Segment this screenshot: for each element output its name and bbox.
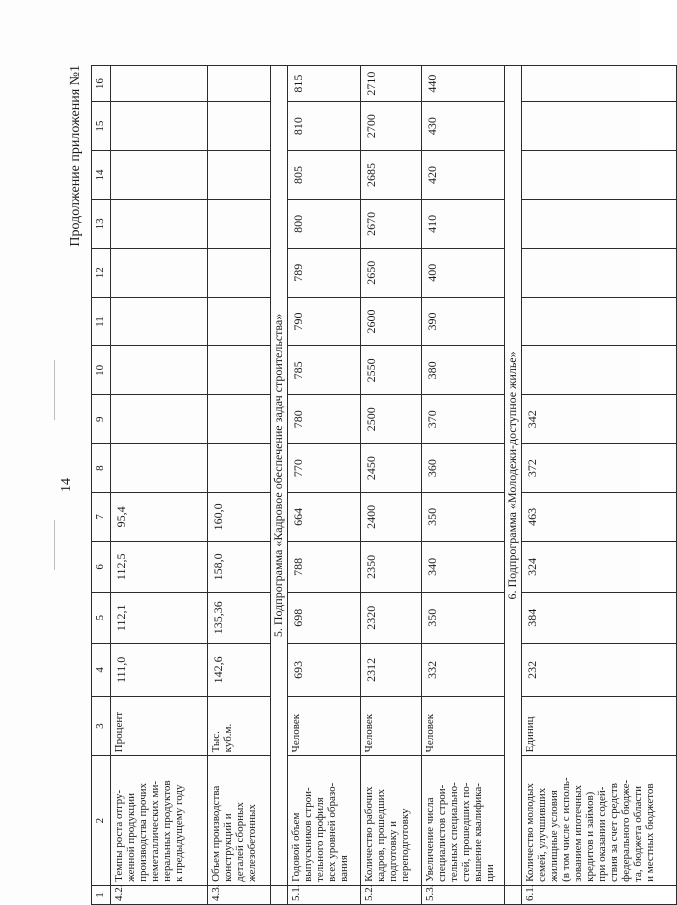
value-cell xyxy=(111,66,208,102)
column-header: 2 xyxy=(92,756,111,886)
column-header: 16 xyxy=(92,66,111,102)
unit: Процент xyxy=(111,696,208,755)
row-number: 6.1. xyxy=(522,885,677,904)
indicator-name: Количество рабочих кадров, прошедших подготовку и переподготовку xyxy=(361,756,422,886)
value-cell xyxy=(208,199,271,248)
value-cell: 420 xyxy=(422,151,505,200)
column-header: 7 xyxy=(92,492,111,541)
section-row xyxy=(271,66,288,905)
value-cell: 800 xyxy=(288,199,361,248)
value-cell xyxy=(111,102,208,151)
value-cell: 95,4 xyxy=(111,492,208,541)
value-cell: 815 xyxy=(288,66,361,102)
value-cell: 400 xyxy=(422,248,505,297)
section-row xyxy=(505,66,522,905)
table-row xyxy=(288,66,361,905)
table-header-row xyxy=(92,66,111,905)
value-cell: 160,0 xyxy=(208,492,271,541)
value-cell: 430 xyxy=(422,102,505,151)
value-cell: 664 xyxy=(288,492,361,541)
value-cell xyxy=(111,444,208,493)
table-row xyxy=(111,66,208,905)
value-cell: 112,1 xyxy=(111,592,208,643)
value-cell: 698 xyxy=(288,592,361,643)
value-cell: 2710 xyxy=(361,66,422,102)
value-cell: 790 xyxy=(288,297,361,346)
value-cell: 2700 xyxy=(361,102,422,151)
table-row xyxy=(422,66,505,905)
value-cell: 142,6 xyxy=(208,643,271,696)
value-cell: 770 xyxy=(288,444,361,493)
value-cell: 2350 xyxy=(361,541,422,592)
value-cell: 370 xyxy=(422,395,505,444)
column-header: 10 xyxy=(92,346,111,395)
column-header: 11 xyxy=(92,297,111,346)
value-cell xyxy=(111,151,208,200)
section-title: 6. Подпрограмма «Молодежи-доступное жилье» xyxy=(505,66,522,886)
value-cell: 340 xyxy=(422,541,505,592)
value-cell: 380 xyxy=(422,346,505,395)
value-cell xyxy=(522,102,677,151)
value-cell: 135,36 xyxy=(208,592,271,643)
value-cell xyxy=(208,444,271,493)
row-number: 5.1. xyxy=(288,885,361,904)
value-cell: 232 xyxy=(522,643,677,696)
table-row xyxy=(361,66,422,905)
section-spacer xyxy=(505,885,522,904)
column-header: 13 xyxy=(92,199,111,248)
column-header: 12 xyxy=(92,248,111,297)
value-cell xyxy=(522,248,677,297)
value-cell: 360 xyxy=(422,444,505,493)
value-cell: 2400 xyxy=(361,492,422,541)
indicator-name: Темпы роста отгру- женной продукции производства прочих неметаллических ми- неральных продуктов к предыдущему году xyxy=(111,756,208,886)
value-cell xyxy=(208,297,271,346)
value-cell xyxy=(111,395,208,444)
value-cell xyxy=(111,346,208,395)
table-row xyxy=(522,66,677,905)
column-header: 3 xyxy=(92,696,111,755)
value-cell: 693 xyxy=(288,643,361,696)
value-cell xyxy=(208,102,271,151)
value-cell xyxy=(111,297,208,346)
value-cell: 410 xyxy=(422,199,505,248)
value-cell: 2450 xyxy=(361,444,422,493)
unit: Человек xyxy=(422,696,505,755)
value-cell: 2670 xyxy=(361,199,422,248)
value-cell: 350 xyxy=(422,492,505,541)
value-cell: 390 xyxy=(422,297,505,346)
column-header: 15 xyxy=(92,102,111,151)
value-cell: 372 xyxy=(522,444,677,493)
section-spacer xyxy=(271,885,288,904)
indicator-name: Объем производства конструкций и деталей сборных железобетонных xyxy=(208,756,271,886)
column-header: 4 xyxy=(92,643,111,696)
value-cell: 158,0 xyxy=(208,541,271,592)
value-cell: 2685 xyxy=(361,151,422,200)
value-cell: 324 xyxy=(522,541,677,592)
value-cell xyxy=(208,66,271,102)
value-cell: 805 xyxy=(288,151,361,200)
value-cell xyxy=(522,346,677,395)
row-number: 5.2. xyxy=(361,885,422,904)
value-cell: 810 xyxy=(288,102,361,151)
column-header: 8 xyxy=(92,444,111,493)
value-cell: 440 xyxy=(422,66,505,102)
indicator-name: Увеличение числа специалистов строи- тельных специально- стей, прошедших по- вышение квалифика- ции xyxy=(422,756,505,886)
scan-artifact xyxy=(54,360,55,420)
value-cell xyxy=(111,248,208,297)
value-cell: 2320 xyxy=(361,592,422,643)
row-number: 4.2. xyxy=(111,885,208,904)
row-number: 4.3. xyxy=(208,885,271,904)
table-row xyxy=(208,66,271,905)
indicator-name: Количество молодых семей, улучшивших жилищные условия (в том числе с исполь- зованием ипотечных кредитов и займов) при оказании содей- ствия за счет средств федерального бюдже- та, бюджета области и местных бюджетов xyxy=(522,756,677,886)
column-header: 5 xyxy=(92,592,111,643)
section-title: 5. Подпрограмма «Кадровое обеспечение задач строительства» xyxy=(271,66,288,886)
value-cell xyxy=(522,297,677,346)
scan-artifact xyxy=(54,520,55,570)
indicators-table xyxy=(91,65,677,905)
value-cell: 2312 xyxy=(361,643,422,696)
value-cell xyxy=(208,248,271,297)
value-cell: 785 xyxy=(288,346,361,395)
value-cell xyxy=(111,199,208,248)
value-cell xyxy=(208,346,271,395)
value-cell: 342 xyxy=(522,395,677,444)
value-cell: 2600 xyxy=(361,297,422,346)
value-cell: 789 xyxy=(288,248,361,297)
value-cell: 2550 xyxy=(361,346,422,395)
unit: Человек xyxy=(288,696,361,755)
value-cell: 463 xyxy=(522,492,677,541)
value-cell xyxy=(208,395,271,444)
indicator-name: Годовой объем выпускников строи- тельного профиля всех уровней образо- вания xyxy=(288,756,361,886)
unit: Тыс. куб.м. xyxy=(208,696,271,755)
value-cell: 111,0 xyxy=(111,643,208,696)
column-header: 9 xyxy=(92,395,111,444)
value-cell: 332 xyxy=(422,643,505,696)
page-number: 14 xyxy=(59,478,74,492)
value-cell xyxy=(208,151,271,200)
column-header: 1 xyxy=(92,885,111,904)
value-cell: 112,5 xyxy=(111,541,208,592)
column-header: 14 xyxy=(92,151,111,200)
value-cell: 350 xyxy=(422,592,505,643)
value-cell xyxy=(522,199,677,248)
unit: Единиц xyxy=(522,696,677,755)
value-cell: 384 xyxy=(522,592,677,643)
row-number: 5.3. xyxy=(422,885,505,904)
value-cell: 2500 xyxy=(361,395,422,444)
continuation-title: Продолжение приложения №1 xyxy=(68,65,83,247)
rotated-content xyxy=(56,65,656,905)
column-header: 6 xyxy=(92,541,111,592)
value-cell: 788 xyxy=(288,541,361,592)
value-cell xyxy=(522,151,677,200)
unit: Человек xyxy=(361,696,422,755)
value-cell xyxy=(522,66,677,102)
value-cell: 2650 xyxy=(361,248,422,297)
value-cell: 780 xyxy=(288,395,361,444)
